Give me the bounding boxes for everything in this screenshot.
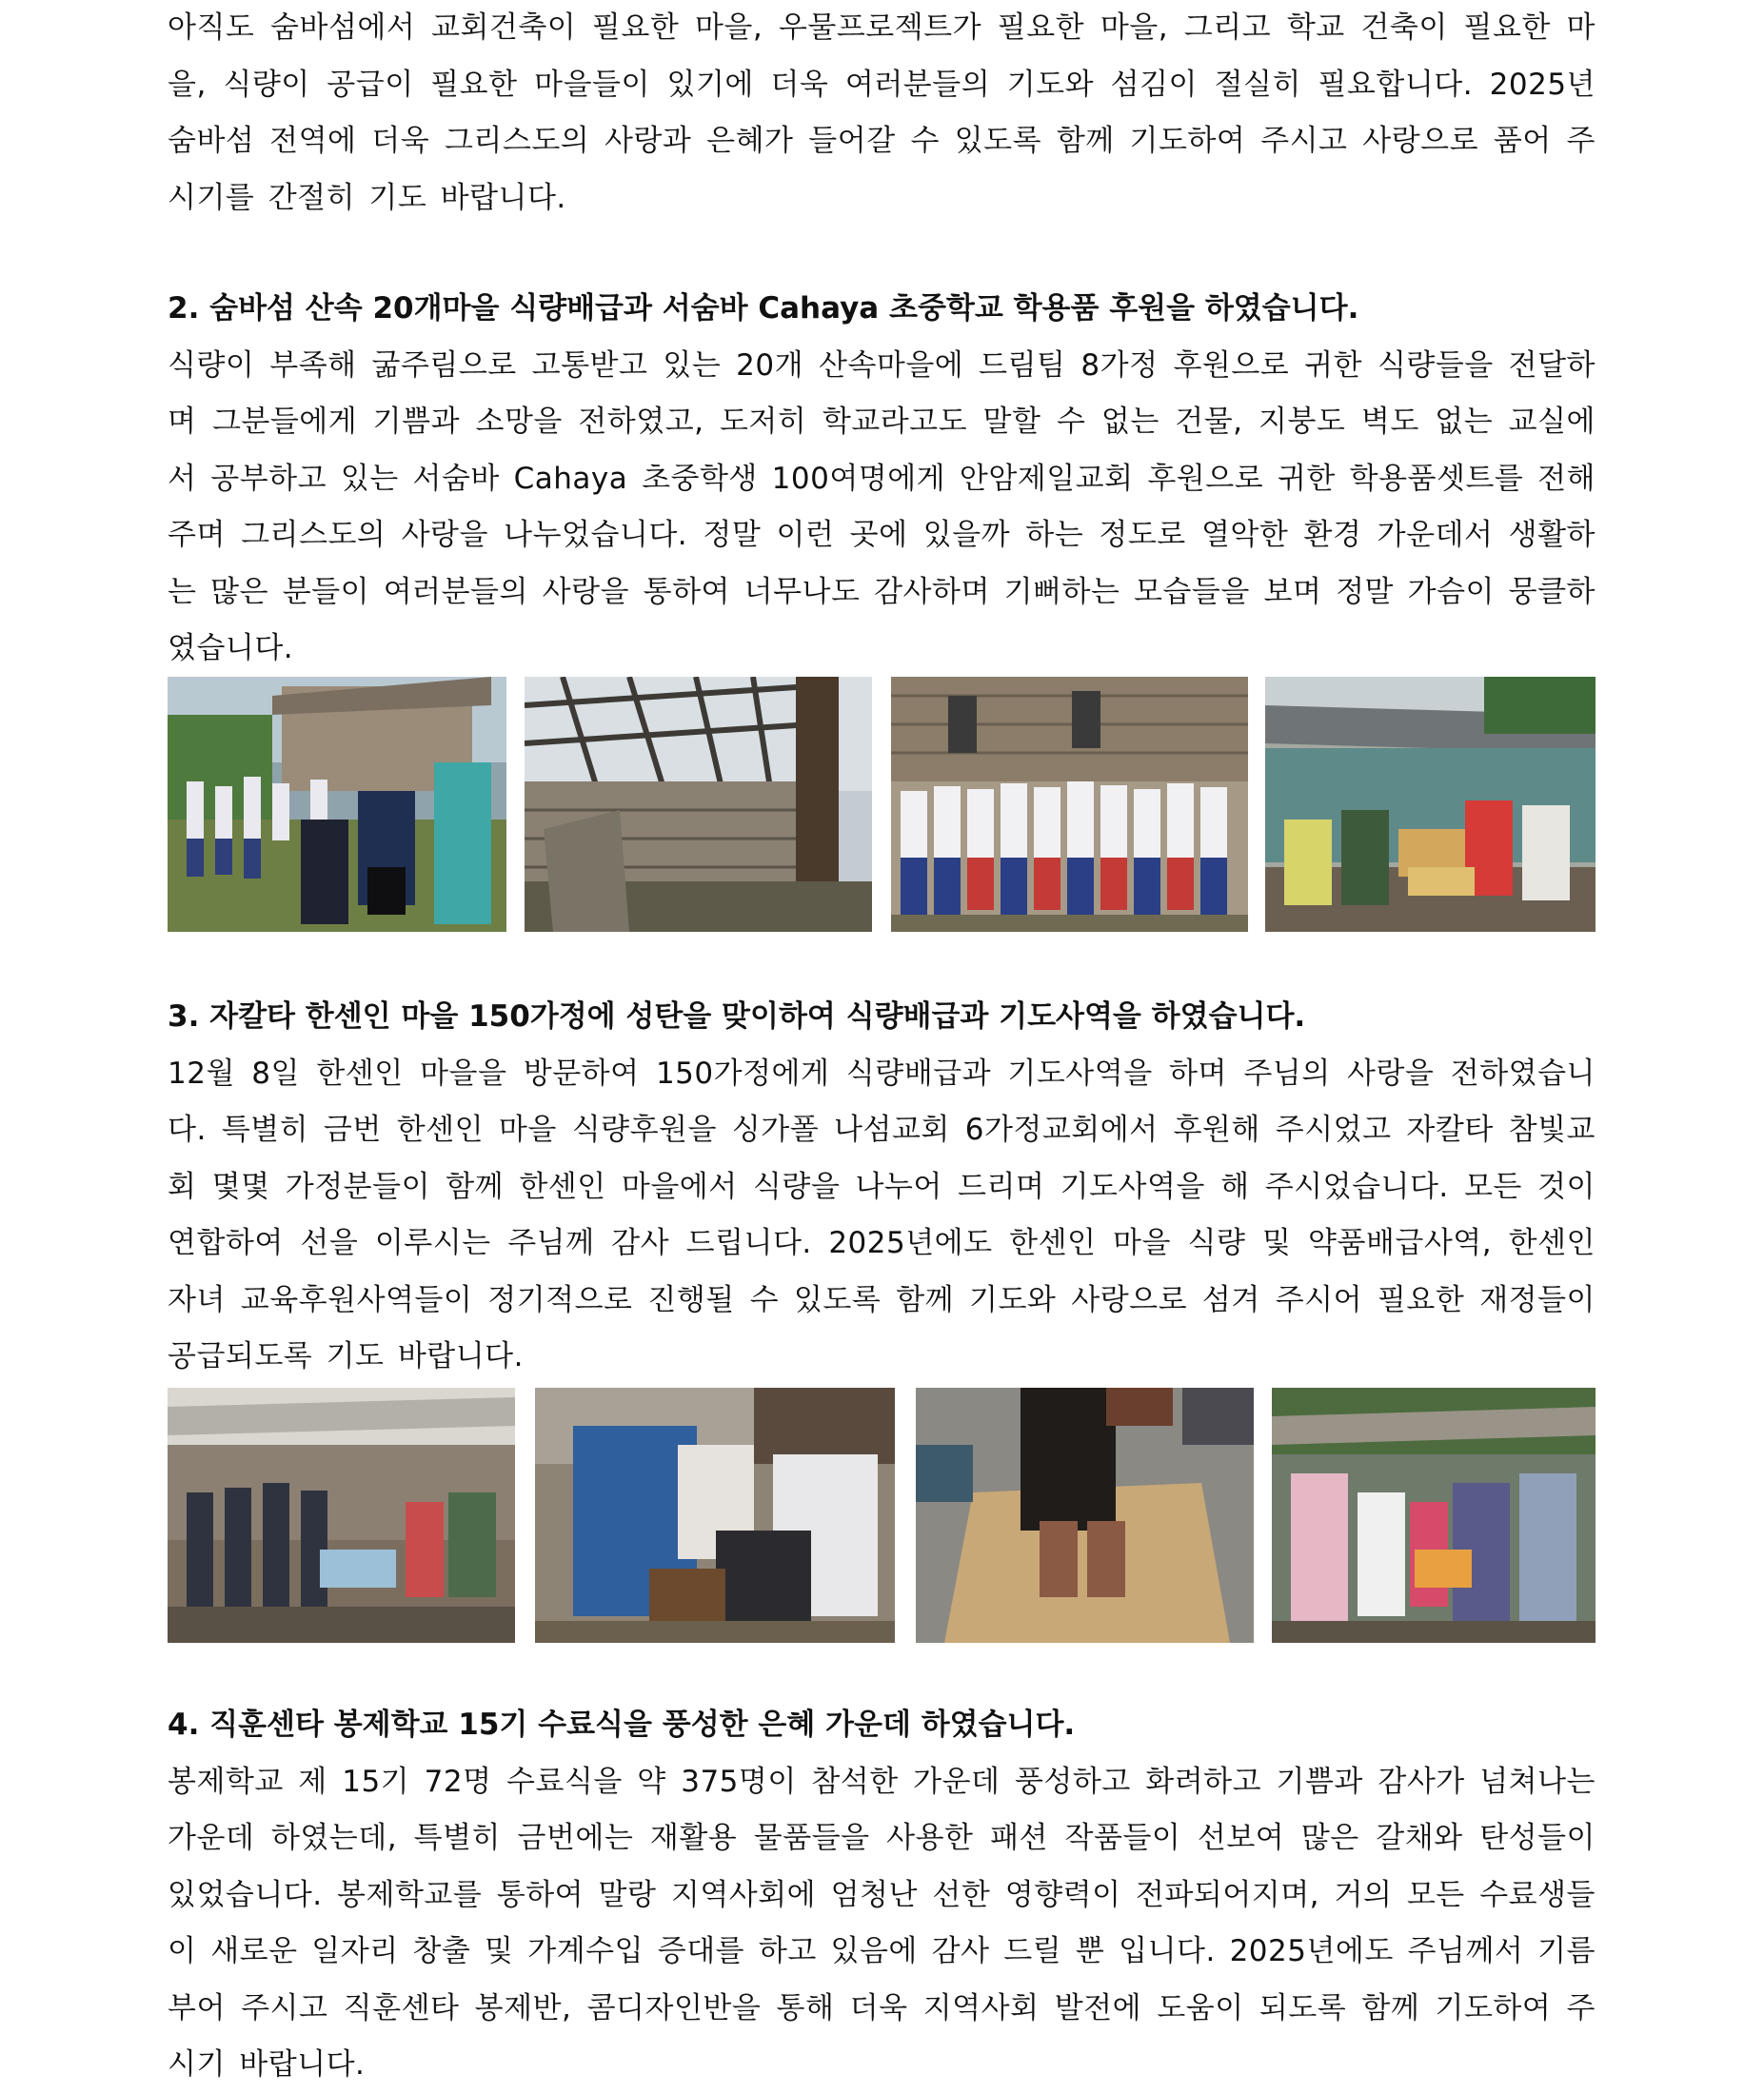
photo-roofless-classroom (525, 677, 872, 932)
section-heading: 4. 직훈센타 봉제학교 15기 수료식을 풍성한 은혜 가운데 하였습니다. (168, 1708, 1076, 1742)
photo-students-group (891, 677, 1248, 932)
photo-row-leprosy-village (168, 1388, 1596, 1643)
photo-gift-giving (1272, 1388, 1596, 1643)
section-4 (168, 1697, 1596, 2094)
section-body: 봉제학교 제 15기 72명 수료식을 약 375명이 참석한 가운데 풍성하고 화려하고 기쁨과 감사가 넘쳐나는 가운데 하였는데, 특별히 금번에는 재활용 물품들을 사용한 패션 작품들이 선보여 많은 갈채와 탄성들이 있었습니다. 봉제학교를 통하여 말랑 지역사회에 엄청난 선한 영향력이 전파되어지며, 거의 모든 수료생들이 새로운 일자리 창출 및 가계수입 증대를 하고 있음에 감사 드릴 뿐 입니다. 2025년에도 주님께서 기름부어 주시고 직훈센타 봉제반, 콤디자인반을 통해 더욱 지역사회 발전에 도움이 되도록 함께 기도하여 주시기 바랍니다. (168, 1764, 1596, 2082)
section-heading: 3. 자칼타 한센인 마을 150가정에 성탄을 맞이하여 식량배급과 기도사역을 하였습니다. (168, 999, 1306, 1034)
section-body: 식량이 부족해 굶주림으로 고통받고 있는 20개 산속마을에 드림팀 8가정 후원으로 귀한 식량들을 전달하며 그분들에게 기쁨과 소망을 전하였고, 도저히 학교라고도 말할 수 없는 건물, 지붕도 벽도 없는 교실에서 공부하고 있는 서숨바 Cahaya 초중학생 100여명에게 안암제일교회 후원으로 귀한 학용품셋트를 전해주며 그리스도의 사랑을 나누었습니다. 정말 이런 곳에 있을까 하는 정도로 열악한 환경 가운데서 생활하는 많은 분들이 여러분들의 사랑을 통하여 너무나도 감사하며 기뻐하는 모습들을 보며 정말 가슴이 뭉클하였습니다. (168, 347, 1596, 665)
photo-row-food-school (168, 677, 1596, 932)
section-3 (168, 989, 1596, 1386)
photo-feet-care (916, 1388, 1254, 1643)
intro-block (168, 0, 1596, 227)
photo-village-gathering (168, 1388, 515, 1643)
photo-prayer-ministry (535, 1388, 895, 1643)
section-heading: 2. 숨바섬 산속 20개마을 식량배급과 서숨바 Cahaya 초중학교 학용품 후원을 하였습니다. (168, 291, 1359, 326)
intro-paragraph: 아직도 숨바섬에서 교회건축이 필요한 마을, 우물프로젝트가 필요한 마을, 그리고 학교 건축이 필요한 마을, 식량이 공급이 필요한 마을들이 있기에 더욱 여러분들의 기도와 섬김이 절실히 필요합니다. 2025년 숨바섬 전역에 더욱 그리스도의 사랑과 은혜가 들어갈 수 있도록 함께 기도하여 주시고 사랑으로 품어 주시기를 간절히 기도 바랍니다. (168, 10, 1596, 215)
section-body: 12월 8일 한센인 마을을 방문하여 150가정에게 식량배급과 기도사역을 하며 주님의 사랑을 전하였습니다. 특별히 금번 한센인 마을 식량후원을 싱가폴 나섬교회 6가정교회에서 후원해 주시었고 자칼타 참빛교회 몇몇 가정분들이 함께 한센인 마을에서 식량을 나누어 드리며 기도사역을 해 주시었습니다. 모든 것이 연합하여 선을 이루시는 주님께 감사 드립니다. 2025년에도 한센인 마을 식량 및 약품배급사역, 한센인 자녀 교육후원사역들이 정기적으로 진행될 수 있도록 함께 기도와 사랑으로 섬겨 주시어 필요한 재정들이 공급되도록 기도 바랍니다. (168, 1056, 1596, 1373)
photo-food-distribution-family (1265, 677, 1596, 932)
section-2 (168, 281, 1596, 678)
photo-students-receiving-bags (168, 677, 506, 932)
